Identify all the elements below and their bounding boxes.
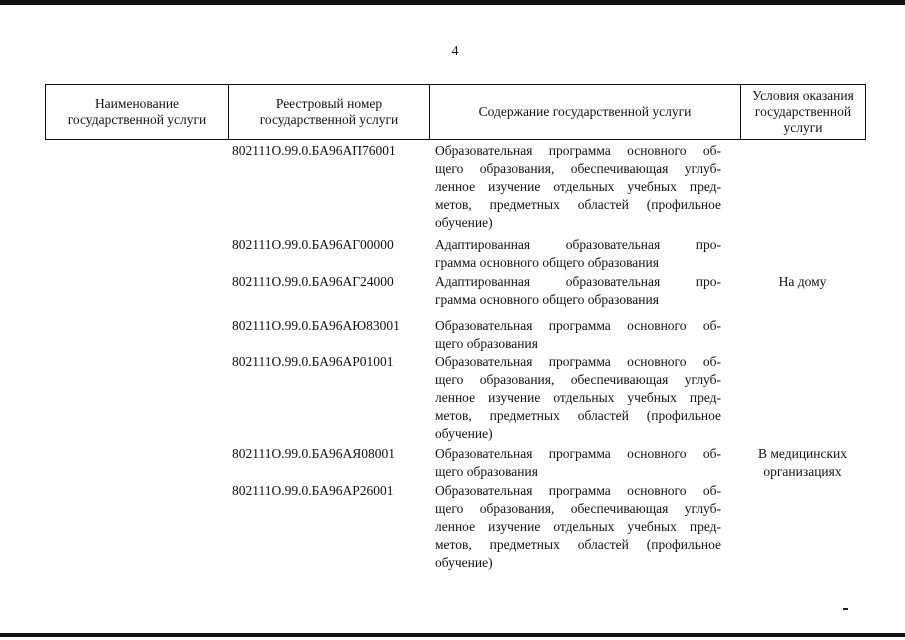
content-line: метов, предметных областей (профильное — [435, 197, 721, 212]
scan-mark — [843, 608, 848, 610]
header-registry-number: Реестровый номер государственной услуги — [228, 85, 429, 139]
registry-number: 802111О.99.0.БА96АП76001 — [232, 143, 396, 158]
content-line: ленное изучение отдельных учебных пред- — [435, 390, 721, 405]
content-line: Образовательная программа основного об- — [435, 318, 721, 333]
service-content — [435, 317, 721, 353]
header-service-content: Содержание государственной услуги — [429, 85, 740, 139]
registry-number: 802111О.99.0.БА96АЮ83001 — [232, 318, 400, 333]
condition-medical-line: организациях — [763, 464, 842, 479]
service-content — [435, 236, 721, 272]
condition-home: На дому — [778, 274, 827, 289]
content-line: Образовательная программа основного об- — [435, 354, 721, 369]
content-line: метов, предметных областей (профильное — [435, 537, 721, 552]
content-line: грамма основного общего образования — [435, 255, 659, 270]
registry-number: 802111О.99.0.БА96АГ24000 — [232, 274, 394, 289]
content-line: грамма основного общего образования — [435, 292, 659, 307]
service-content — [435, 445, 721, 481]
content-line: ленное изучение отдельных учебных пред- — [435, 519, 721, 534]
content-line: Адаптированная образовательная про- — [435, 237, 721, 252]
page-number: 4 — [451, 44, 459, 59]
content-line: Адаптированная образовательная про- — [435, 274, 721, 289]
bottom-border — [0, 633, 905, 637]
header-conditions: Условия оказания государственной услуги — [740, 85, 866, 139]
header-service-name: Наименование государственной услуги — [45, 85, 228, 139]
content-line: обучение) — [435, 555, 493, 570]
content-line: щего образования, обеспечивающая углуб- — [435, 372, 721, 387]
content-line: Образовательная программа основного об- — [435, 446, 721, 461]
service-content — [435, 482, 721, 572]
top-border — [0, 0, 905, 5]
content-line: обучение) — [435, 426, 493, 441]
content-line: Образовательная программа основного об- — [435, 143, 721, 158]
content-line: метов, предметных областей (профильное — [435, 408, 721, 423]
content-line: щего образования, обеспечивающая углуб- — [435, 501, 721, 516]
table-header — [45, 84, 866, 140]
content-line: ленное изучение отдельных учебных пред- — [435, 179, 721, 194]
registry-number: 802111О.99.0.БА96АР01001 — [232, 354, 394, 369]
condition-medical — [740, 445, 865, 481]
registry-number: 802111О.99.0.БА96АГ00000 — [232, 237, 394, 252]
content-line: Образовательная программа основного об- — [435, 483, 721, 498]
content-line: обучение) — [435, 215, 493, 230]
condition-medical-line: В медицинских — [757, 446, 848, 461]
registry-number: 802111О.99.0.БА96АР26001 — [232, 483, 394, 498]
service-content — [435, 142, 721, 232]
content-line: щего образования — [435, 464, 538, 479]
registry-number: 802111О.99.0.БА96АЯ08001 — [232, 446, 395, 461]
content-line: щего образования, обеспечивающая углуб- — [435, 161, 721, 176]
content-line: щего образования — [435, 336, 538, 351]
service-content — [435, 273, 721, 309]
service-content — [435, 353, 721, 443]
